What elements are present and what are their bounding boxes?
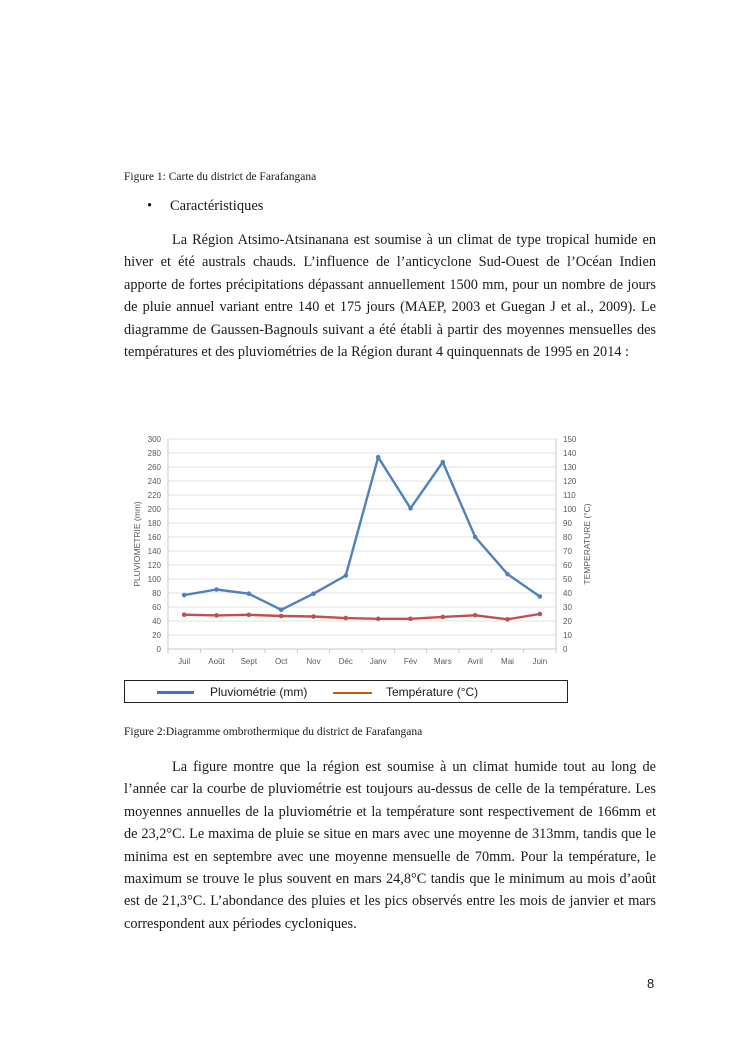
temperature-data-point [182,612,187,617]
y2-tick-label: 40 [563,589,572,598]
analysis-paragraph: La figure montre que la région est soumise à un climat humide tout au long de l’année car la courbe de pluviométrie est toujours au-dessus de celle de la température. Les moyennes annuelles de la pluviométrie et la température sont respectivement de 166mm et de 23,2°C. Le maxima de pluie se situe en mars avec une moyenne de 313mm, tandis que le minima est en septembre avec une moyenne mensuelle de 70mm. Pour la température, le maximum se trouve le plus souvent en mars 24,8°C tandis que le minimum au mois d’août est de 21,3°C. L’abondance des pluies et les pics observés entre les mois de janvier et mars correspondent aux périodes cycloniques. [124,759,656,932]
rainfall-data-point [538,594,543,599]
y2-tick-label: 50 [563,575,572,584]
figure-1-caption: Figure 1: Carte du district de Farafangana [124,171,317,183]
y2-tick-label: 90 [563,519,572,528]
temperature-data-point [311,614,316,619]
figure-2-caption: Figure 2:Diagramme ombrothermique du district de Farafangana [124,726,423,738]
section-heading: Caractéristiques [170,198,264,214]
x-tick-label: Fév [403,657,418,666]
rainfall-data-point [376,455,381,460]
temperature-data-point [247,613,252,618]
temperature-data-point [344,616,349,621]
y-tick-label: 260 [147,463,161,472]
temperature-data-point [376,616,381,621]
temperature-legend-label: Température (°C) [386,685,479,699]
y-tick-label: 160 [147,533,161,542]
temperature-data-point [441,615,446,620]
y2-tick-label: 130 [563,463,577,472]
temperature-data-point [538,612,543,617]
y2-tick-label: 110 [563,491,576,500]
rainfall-data-point [344,573,349,578]
x-tick-label: Sept [240,657,258,666]
rainfall-legend-swatch [157,691,194,694]
y2-tick-label: 150 [563,435,577,444]
y-tick-label: 220 [147,491,161,500]
rainfall-data-point [505,572,510,577]
rainfall-data-point [247,591,252,596]
y2-tick-label: 10 [563,631,572,640]
y-tick-label: 200 [147,505,161,514]
y-tick-label: 40 [152,617,161,626]
y-tick-label: 140 [147,547,161,556]
y-tick-label: 100 [147,575,161,584]
y-tick-label: 180 [147,519,161,528]
chart-legend [124,680,568,703]
y2-tick-label: 120 [563,477,577,486]
temperature-series-line [184,614,540,619]
bullet-icon: • [147,198,153,214]
y2-tick-label: 80 [563,533,572,542]
y2-tick-label: 20 [563,617,572,626]
y2-tick-label: 60 [563,561,572,570]
y2-axis-title: TEMPERATURE (°C) [582,503,592,585]
y-tick-label: 300 [147,435,161,444]
x-tick-label: Mai [501,657,514,666]
x-tick-label: Janv [369,657,387,666]
temperature-legend-swatch [333,692,372,694]
y2-tick-label: 30 [563,603,572,612]
x-tick-label: Déc [338,657,353,666]
rainfall-data-point [441,460,446,465]
y2-tick-label: 0 [563,645,568,654]
intro-paragraph: La Région Atsimo-Atsinanana est soumise à un climat de type tropical humide en hiver et été australs chauds. L’influence de l’anticyclone Sud-Ouest de l’Océan Indien apporte de fortes précipitations dépassant annuellement 1500 mm, pour un nombre de jours de pluie annuel variant entre 140 et 175 jours (MAEP, 2003 et Guegan J et al., 2009). Le diagramme de Gaussen-Bagnouls suivant a été établi à partir des moyennes mensuelles des températures et des pluviométries de la Région durant 4 quinquennats de 1995 en 2014 : [124,232,656,361]
y-axis-title: PLUVIOMETRIE (mm) [132,501,142,587]
page-number: 8 [647,976,655,991]
temperature-data-point [214,613,219,618]
rainfall-data-point [279,608,284,613]
x-tick-label: Nov [306,657,321,666]
y-tick-label: 120 [147,561,161,570]
x-tick-label: Mars [433,657,452,666]
y-tick-label: 80 [152,589,161,598]
y2-tick-label: 100 [563,505,577,514]
y-tick-label: 240 [147,477,161,486]
y-tick-label: 0 [156,645,161,654]
rainfall-data-point [182,593,187,598]
y-tick-label: 20 [152,631,161,640]
temperature-data-point [279,614,284,619]
rainfall-series-line [184,457,540,610]
x-tick-label: Août [208,657,225,666]
rainfall-legend-label: Pluviométrie (mm) [210,685,308,699]
rainfall-data-point [214,587,219,592]
rainfall-data-point [408,506,413,511]
y2-tick-label: 140 [563,449,577,458]
x-tick-label: Juil [178,657,191,666]
rainfall-data-point [311,591,316,596]
y-tick-label: 280 [147,449,161,458]
temperature-data-point [505,617,510,622]
temperature-data-point [473,613,478,618]
y-tick-label: 60 [152,603,161,612]
y2-tick-label: 70 [563,547,572,556]
x-tick-label: Oct [274,657,288,666]
rainfall-data-point [473,535,478,540]
ombrothermic-chart [124,428,594,673]
temperature-data-point [408,616,413,621]
x-tick-label: Juin [532,657,548,666]
x-tick-label: Avril [467,657,483,666]
